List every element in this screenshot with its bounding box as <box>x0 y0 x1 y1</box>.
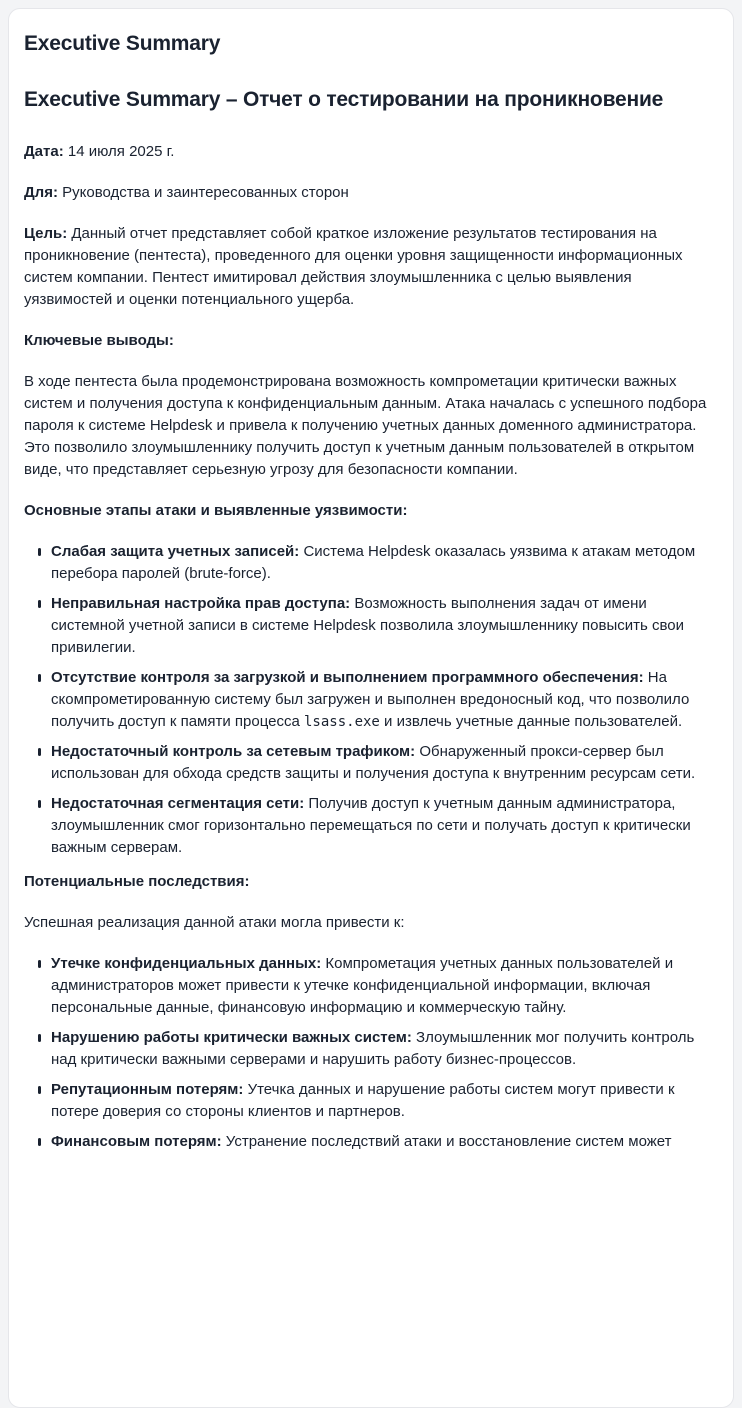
list-item-text <box>51 1133 672 1150</box>
list-item-body: Устранение последствий атаки и восстановление систем может <box>221 1133 672 1150</box>
purpose-value: Данный отчет представляет собой краткое изложение результатов тестирования на проникновение (пентеста), проведенного для оценки уровня защищенности информационных систем компании. Пентест имитировал действия злоумышленника с целью выявления уязвимостей и оценки потенциального ущерба. <box>24 225 683 308</box>
list-item-text <box>51 743 695 782</box>
list-item-text <box>51 669 689 730</box>
list-item-label: Репутационным потерям: <box>51 1081 244 1098</box>
bullet-icon <box>38 748 41 756</box>
purpose-label: Цель: <box>24 225 68 242</box>
list-item-label: Неправильная настройка прав доступа: <box>51 595 351 612</box>
audience-value: Руководства и заинтересованных сторон <box>57 184 349 201</box>
list-item-label: Недостаточная сегментация сети: <box>51 795 305 812</box>
date-value: 14 июля 2025 г. <box>63 143 175 160</box>
list-item <box>24 793 718 859</box>
list-item-text <box>51 795 691 856</box>
bullet-icon <box>38 548 41 556</box>
list-item-body: Утечка данных и нарушение работы систем могут привести к потере доверия со стороны клиентов и партнеров. <box>51 1081 675 1120</box>
list-item-label: Нарушению работы критически важных систем: <box>51 1029 412 1046</box>
document-title: Executive Summary <box>24 32 221 55</box>
audience-label: Для: <box>24 184 58 201</box>
list-item-body: Обнаруженный прокси-сервер был использован для обхода средств защиты и получения доступа к внутренним ресурсам сети. <box>51 743 696 782</box>
list-item-text <box>51 595 684 656</box>
paragraph-consequences-intro: Успешная реализация данной атаки могла привести к: <box>24 914 405 931</box>
list-item-body: Возможность выполнения задач от имени системной учетной записи в системе Helpdesk позволила злоумышленнику повысить свои привилегии. <box>51 595 685 656</box>
list-item-body: Злоумышленник мог получить контроль над критически важными серверами и нарушить работу бизнес-процессов. <box>51 1029 695 1068</box>
list-item-body: и извлечь учетные данные пользователей. <box>379 713 683 730</box>
list-item-body: Система Helpdesk оказалась уязвима к атакам методом перебора паролей (brute-force). <box>51 543 696 582</box>
inline-code-lsass: lsass.exe <box>304 714 380 730</box>
list-item-body: На скомпрометированную систему был загружен и выполнен вредоносный код, что позволило получить доступ к памяти процесса <box>51 669 690 730</box>
section-heading-key-findings: Ключевые выводы: <box>24 332 174 349</box>
list-item <box>24 1027 718 1071</box>
list-item-label: Отсутствие контроля за загрузкой и выполнением программного обеспечения: <box>51 669 644 686</box>
list-item <box>24 741 718 785</box>
paragraph-audience <box>24 182 718 204</box>
report-heading: Executive Summary – Отчет о тестировании на проникновение <box>24 88 664 111</box>
bullet-icon <box>38 960 41 968</box>
attack-stages-list <box>24 541 718 859</box>
list-item-text <box>51 955 673 1016</box>
list-item-label: Недостаточный контроль за сетевым трафиком: <box>51 743 416 760</box>
bullet-icon <box>38 1034 41 1042</box>
consequences-list <box>24 953 718 1153</box>
list-item-label: Слабая защита учетных записей: <box>51 543 300 560</box>
bullet-icon <box>38 674 41 682</box>
date-label: Дата: <box>24 143 64 160</box>
bullet-icon <box>38 800 41 808</box>
list-item <box>24 667 718 733</box>
list-item-text <box>51 1029 694 1068</box>
section-heading-attack-stages: Основные этапы атаки и выявленные уязвимости: <box>24 502 408 519</box>
list-item <box>24 1079 718 1123</box>
bullet-icon <box>38 1138 41 1146</box>
list-item-label: Финансовым потерям: <box>51 1133 222 1150</box>
list-item <box>24 1131 718 1153</box>
paragraph-date <box>24 141 718 163</box>
paragraph-key-findings: В ходе пентеста была продемонстрирована возможность компрометации критически важных систем и получения доступа к конфиденциальным данным. Атака началась с успешного подбора пароля к системе Helpdesk и привела к получению учетных данных доменного администратора. Это позволило злоумышленнику получить доступ к учетным данным пользователей в открытом виде, что представляет серьезную угрозу для безопасности компании. <box>24 373 707 478</box>
list-item-text <box>51 1081 675 1120</box>
list-item <box>24 953 718 1019</box>
bullet-icon <box>38 1086 41 1094</box>
list-item-label: Утечке конфиденциальных данных: <box>51 955 322 972</box>
list-item-body: Компрометация учетных данных пользователей и администраторов может привести к утечке конфиденциальной информации, включая персональные данные, финансовую информацию и коммерческую тайну. <box>51 955 674 1016</box>
list-item-body: Получив доступ к учетным данным администратора, злоумышленник смог горизонтально перемещаться по сети и получать доступ к критически важным серверам. <box>51 795 691 856</box>
document-card <box>8 8 734 1408</box>
list-item <box>24 541 718 585</box>
list-item-text <box>51 543 695 582</box>
bullet-icon <box>38 600 41 608</box>
paragraph-purpose <box>24 223 718 311</box>
list-item <box>24 593 718 659</box>
section-heading-consequences: Потенциальные последствия: <box>24 873 250 890</box>
